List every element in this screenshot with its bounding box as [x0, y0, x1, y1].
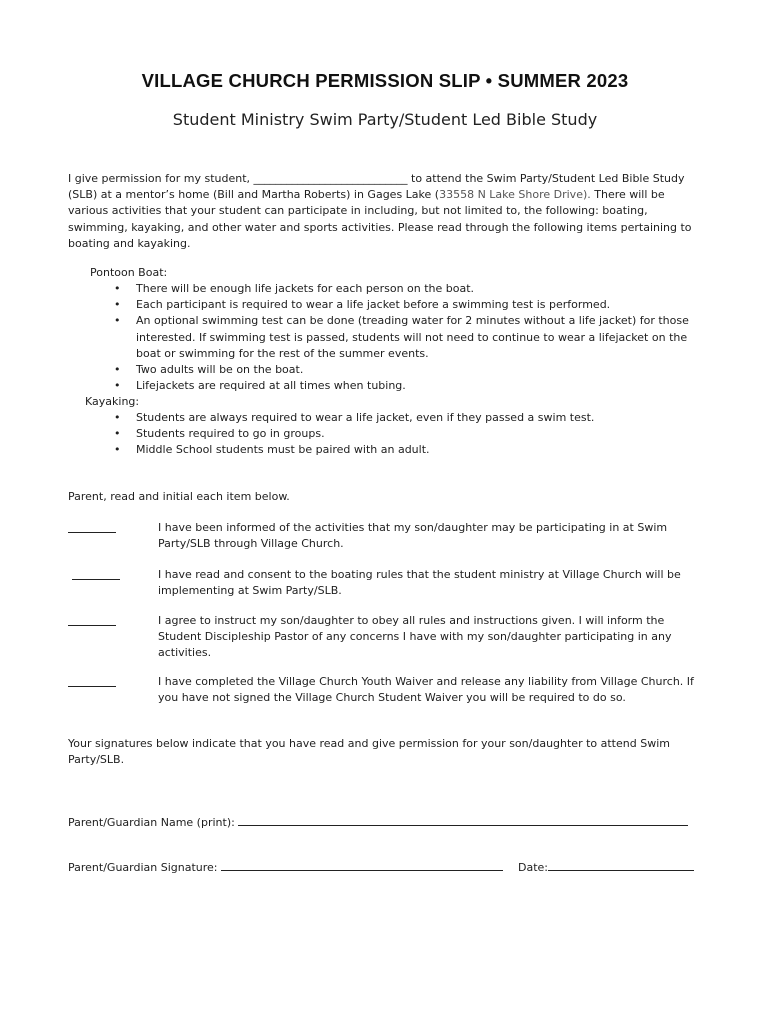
- initial-item-3: I agree to instruct my son/daughter to obey all rules and instructions given. I will inform the Student Discipleship Pastor of any concerns I have with my son/daughter participating in any activities.: [158, 614, 672, 660]
- intro-text-1: I give permission for my student, ____________________________ to attend the Swim Party/Student Led Bible Study (SLB) at a mentor’s home (Bill and Martha Roberts) in Gages Lake (: [68, 172, 685, 202]
- list-item: • Lifejackets are required at all times when tubing.: [114, 378, 694, 394]
- intro-text-2: There will be various activities that your student can participate in including, but not limited to, the following: boating, swimming, kayaking, and other water and sports activities. Please read through the following items pertaining to boating and kayaking.: [68, 188, 692, 250]
- list-item: • Each participant is required to wear a life jacket before a swimming test is performed.: [114, 297, 694, 313]
- date-field[interactable]: [548, 860, 694, 871]
- list-item: • Students required to go in groups.: [114, 426, 694, 442]
- list-item: • There will be enough life jackets for each person on the boat.: [114, 281, 694, 297]
- parent-name-row: [68, 815, 698, 831]
- document-subtitle: Student Ministry Swim Party/Student Led Bible Study: [172, 110, 598, 129]
- initial-line-1[interactable]: [68, 532, 116, 533]
- initial-instructions: Parent, read and initial each item below.: [68, 490, 290, 503]
- list-item: • Students are always required to wear a life jacket, even if they passed a swim test.: [114, 410, 694, 426]
- signature-statement: Your signatures below indicate that you have read and give permission for your son/daughter to attend Swim Party/SLB.: [68, 737, 670, 767]
- list-item: • An optional swimming test can be done (treading water for 2 minutes without a life jacket) for those interested. If swimming test is passed, students will not need to continue to wear a lifejacket on the boat or swimming for the rest of the summer events.: [114, 313, 694, 362]
- kayaking-heading: Kayaking:: [85, 395, 140, 408]
- pontoon-heading: Pontoon Boat:: [90, 266, 168, 279]
- kayaking-list: [114, 410, 694, 459]
- list-item: • Two adults will be on the boat.: [114, 362, 694, 378]
- list-item: • Middle School students must be paired with an adult.: [114, 442, 694, 458]
- parent-signature-label: Parent/Guardian Signature:: [68, 861, 218, 874]
- document-title: VILLAGE CHURCH PERMISSION SLIP • SUMMER 2023: [141, 70, 629, 91]
- initial-item-1: I have been informed of the activities that my son/daughter may be participating in at Swim Party/SLB through Village Church.: [158, 521, 668, 551]
- signature-row: [68, 860, 698, 876]
- initial-line-3[interactable]: [68, 625, 116, 626]
- parent-name-field[interactable]: [238, 815, 688, 826]
- initial-item-4: I have completed the Village Church Youth Waiver and release any liability from Village Church. If you have not signed the Village Church Student Waiver you will be required to do so.: [158, 675, 694, 705]
- intro-paragraph: [68, 171, 698, 252]
- parent-signature-field[interactable]: [221, 860, 503, 871]
- initial-line-2[interactable]: [72, 579, 120, 580]
- date-label: Date:: [518, 861, 549, 874]
- initial-line-4[interactable]: [68, 686, 116, 687]
- intro-address: 33558 N Lake Shore Drive).: [439, 188, 591, 202]
- parent-name-label: Parent/Guardian Name (print):: [68, 816, 235, 829]
- initial-item-2: I have read and consent to the boating rules that the student ministry at Village Church will be implementing at Swim Party/SLB.: [158, 568, 681, 598]
- pontoon-list: [114, 281, 694, 394]
